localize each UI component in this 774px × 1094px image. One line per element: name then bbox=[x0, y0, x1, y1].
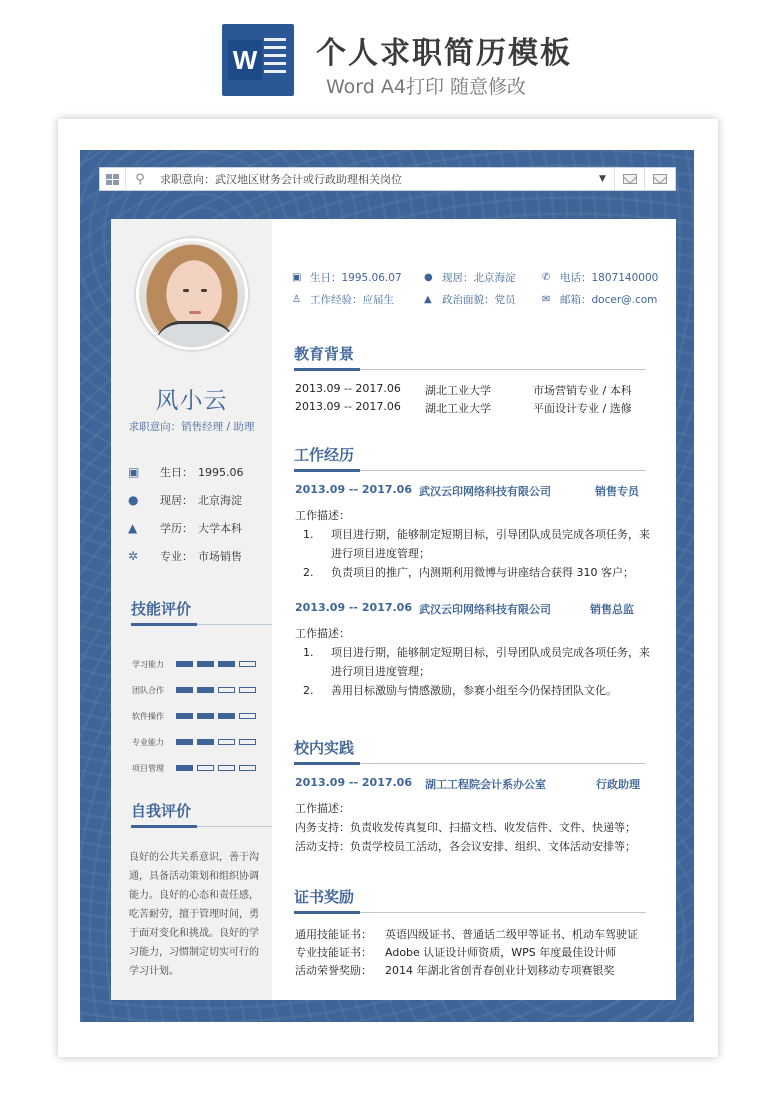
award-value: 2014 年湖北省创青春创业计划移动专项赛银奖 bbox=[385, 964, 615, 977]
skill-level-segment bbox=[218, 713, 235, 719]
gear-icon: ✲ bbox=[128, 549, 139, 563]
list-item: 2. 善用目标激励与情感激励，参赛小组至今仍保持团队文化。 bbox=[317, 681, 655, 700]
chevron-down-icon[interactable]: ▼ bbox=[591, 168, 615, 190]
skill-row bbox=[132, 651, 267, 677]
skill-row bbox=[132, 703, 267, 729]
skills-heading: 技能评价 bbox=[131, 600, 192, 618]
job-company: 武汉云印网络科技有限公司 bbox=[419, 485, 551, 498]
skill-level-segment bbox=[239, 765, 256, 771]
campus-org: 湖工工程院会计系办公室 bbox=[425, 778, 546, 791]
job-title: 销售总监 bbox=[590, 603, 634, 616]
award-key: 活动荣誉奖励： bbox=[295, 964, 372, 977]
graduation-cap-icon: ▲ bbox=[424, 293, 432, 305]
job-description bbox=[295, 624, 655, 700]
banner-subtitle: Word A4打印 随意修改 bbox=[326, 76, 527, 98]
contact-info bbox=[292, 266, 662, 310]
skill-level-segment bbox=[176, 687, 193, 693]
job-company: 武汉云印网络科技有限公司 bbox=[419, 603, 551, 616]
skill-level-segment bbox=[239, 713, 256, 719]
campus-title: 行政助理 bbox=[596, 778, 640, 791]
profile-info bbox=[128, 458, 268, 570]
desc-label: 工作描述： bbox=[295, 509, 350, 522]
award-value: Adobe 认证设计师资质，WPS 年度最佳设计师 bbox=[385, 946, 617, 959]
contact-phone: ✆ 电话：1807140000 bbox=[542, 271, 659, 284]
skill-name: 专业能力 bbox=[132, 737, 164, 747]
avatar bbox=[136, 238, 248, 350]
work-divider bbox=[294, 470, 646, 471]
skill-row bbox=[132, 755, 267, 781]
calendar-icon: ▣ bbox=[292, 271, 302, 283]
skill-level-segment bbox=[197, 661, 214, 667]
job-period: 2013.09 -- 2017.06 bbox=[295, 601, 412, 614]
skill-level-segment bbox=[197, 713, 214, 719]
skill-name: 团队合作 bbox=[132, 685, 164, 695]
search-bar[interactable] bbox=[99, 167, 676, 191]
search-input[interactable]: 求职意向：武汉地区财务会计或行政助理相关岗位 bbox=[160, 173, 402, 186]
award-key: 专业技能证书： bbox=[295, 946, 372, 959]
skill-row bbox=[132, 677, 267, 703]
awards-heading: 证书奖励 bbox=[294, 888, 355, 906]
skill-name: 软件操作 bbox=[132, 711, 164, 721]
skills-list bbox=[132, 651, 267, 781]
mail-icon[interactable] bbox=[615, 168, 645, 190]
banner-title: 个人求职简历模板 bbox=[316, 36, 572, 71]
info-value: 北京海淀 bbox=[198, 494, 242, 507]
info-row-birthday bbox=[128, 458, 268, 486]
word-logo-icon bbox=[222, 24, 294, 96]
edu-school: 湖北工业大学 bbox=[425, 402, 491, 415]
list-item: 2. 负责项目的推广，内测期利用微博与讲座结合获得 310 客户； bbox=[317, 563, 655, 582]
profile-name: 风小云 bbox=[155, 388, 228, 414]
skill-name: 学习能力 bbox=[132, 659, 164, 669]
contact-experience: ♙ 工作经验：应届生 bbox=[292, 293, 394, 306]
skill-level-segment bbox=[239, 687, 256, 693]
contact-birthday: ▣ 生日：1995.06.07 bbox=[292, 271, 402, 284]
campus-heading: 校内实践 bbox=[294, 739, 355, 757]
skill-level-bar bbox=[176, 713, 256, 719]
award-key: 通用技能证书： bbox=[295, 928, 372, 941]
desc-line: 内务支持：负责收发传真复印、扫描文档、收发信件、文件、快递等； bbox=[295, 821, 636, 834]
campus-period: 2013.09 -- 2017.06 bbox=[295, 776, 412, 789]
skill-level-segment bbox=[218, 765, 235, 771]
desc-label: 工作描述： bbox=[295, 627, 350, 640]
skill-level-segment bbox=[176, 739, 193, 745]
edu-period: 2013.09 -- 2017.06 bbox=[295, 400, 401, 413]
info-row-education bbox=[128, 514, 268, 542]
info-row-major bbox=[128, 542, 268, 570]
skill-level-segment bbox=[218, 661, 235, 667]
campus-divider bbox=[294, 763, 646, 764]
skill-name: 项目管理 bbox=[132, 763, 164, 773]
info-key: 专业： bbox=[160, 550, 193, 563]
info-key: 现居： bbox=[160, 494, 193, 507]
skill-level-bar bbox=[176, 687, 256, 693]
skill-row bbox=[132, 729, 267, 755]
calendar-icon: ▣ bbox=[128, 465, 140, 479]
skill-level-segment bbox=[218, 687, 235, 693]
skill-level-segment bbox=[197, 739, 214, 745]
edu-major: 平面设计专业 / 选修 bbox=[533, 402, 632, 415]
location-icon: ● bbox=[128, 493, 139, 507]
edu-school: 湖北工业大学 bbox=[425, 384, 491, 397]
search-icon[interactable]: ⚲ bbox=[135, 171, 145, 187]
skills-divider bbox=[131, 624, 272, 625]
desc-line: 活动支持：负责学校员工活动，各会议安排、组织、文体活动安排等； bbox=[295, 840, 636, 853]
graduation-cap-icon: ▲ bbox=[128, 521, 138, 535]
campus-description bbox=[295, 799, 655, 856]
info-key: 学历： bbox=[160, 522, 193, 535]
self-eval-divider bbox=[131, 826, 272, 827]
list-item: 1. 项目进行期，能够制定短期目标，引导团队成员完成各项任务，来进行项目进度管理； bbox=[317, 643, 655, 681]
mail-icon: ✉ bbox=[542, 293, 551, 305]
award-value: 英语四级证书、普通话二级甲等证书、机动车驾驶证 bbox=[385, 928, 638, 941]
skill-level-segment bbox=[239, 661, 256, 667]
skill-level-segment bbox=[176, 661, 193, 667]
skill-level-segment bbox=[218, 739, 235, 745]
windows-icon[interactable] bbox=[100, 168, 126, 190]
profile-intent: 求职意向：销售经理 / 助理 bbox=[128, 421, 255, 433]
contact-email: ✉ 邮箱：docer@.com bbox=[542, 293, 658, 306]
skill-level-segment bbox=[197, 765, 214, 771]
user-icon: ♙ bbox=[292, 293, 301, 305]
edu-period: 2013.09 -- 2017.06 bbox=[295, 382, 401, 395]
skill-level-segment bbox=[239, 739, 256, 745]
education-divider bbox=[294, 369, 646, 370]
skill-level-segment bbox=[197, 687, 214, 693]
info-value: 1995.06 bbox=[198, 465, 244, 479]
awards-divider bbox=[294, 912, 646, 913]
skill-level-bar bbox=[176, 739, 256, 745]
list-item: 1. 项目进行期，能够制定短期目标，引导团队成员完成各项任务，来进行项目进度管理； bbox=[317, 525, 655, 563]
job-description bbox=[295, 506, 655, 582]
skill-level-segment bbox=[176, 765, 193, 771]
desc-label: 工作描述： bbox=[295, 802, 350, 815]
skill-level-segment bbox=[176, 713, 193, 719]
word-logo-letter: W bbox=[228, 40, 262, 80]
contact-location: ● 现居：北京海淀 bbox=[424, 271, 516, 284]
edu-major: 市场营销专业 / 本科 bbox=[533, 384, 632, 397]
phone-icon: ✆ bbox=[542, 271, 551, 283]
job-title: 销售专员 bbox=[595, 485, 639, 498]
self-eval-text: 良好的公共关系意识，善于沟通，具备活动策划和组织协调能力。良好的心态和责任感，吃苦耐劳，擅于管理时间，勇于面对变化和挑战。良好的学习能力，习惯制定切实可行的学习计划。 bbox=[129, 852, 259, 977]
education-heading: 教育背景 bbox=[294, 345, 355, 363]
skill-level-bar bbox=[176, 765, 256, 771]
location-icon: ● bbox=[424, 271, 433, 283]
work-heading: 工作经历 bbox=[294, 446, 355, 464]
self-eval-heading: 自我评价 bbox=[131, 802, 192, 820]
info-value: 市场销售 bbox=[198, 550, 242, 563]
contact-politics: ▲ 政治面貌：党员 bbox=[424, 293, 516, 306]
info-value: 大学本科 bbox=[198, 522, 242, 535]
skill-level-bar bbox=[176, 661, 256, 667]
job-period: 2013.09 -- 2017.06 bbox=[295, 483, 412, 496]
info-key: 生日： bbox=[160, 466, 193, 479]
info-row-location bbox=[128, 486, 268, 514]
mail-open-icon[interactable] bbox=[645, 168, 675, 190]
